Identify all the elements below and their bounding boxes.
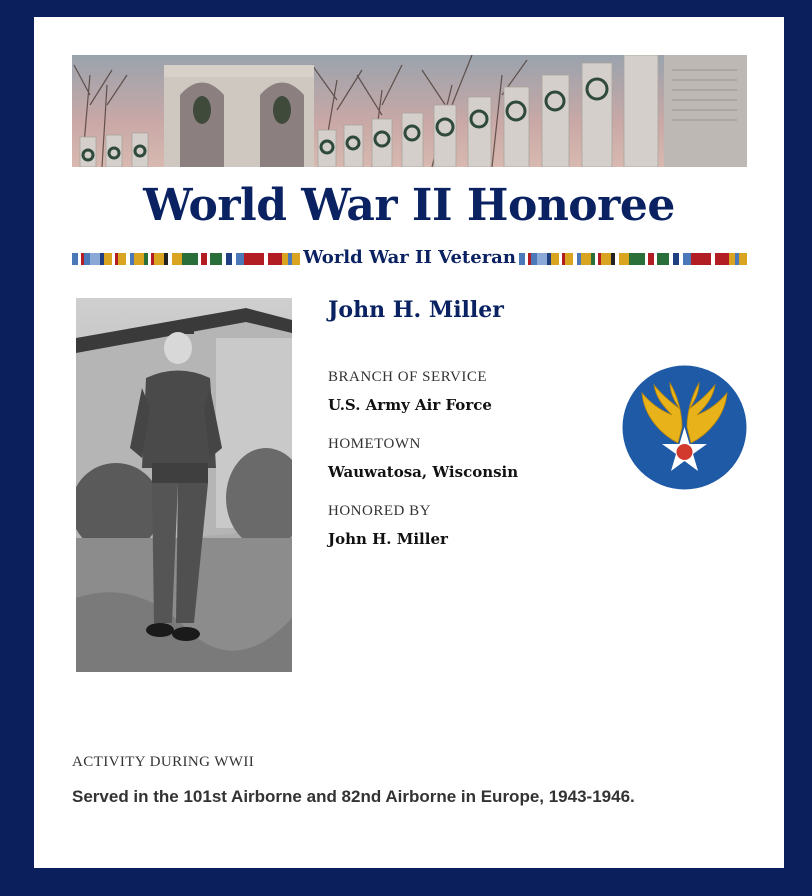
honored-by-label: HONORED BY: [328, 503, 431, 519]
activity-text: Served in the 101st Airborne and 82nd Airborne in Europe, 1943-1946.: [72, 787, 635, 806]
veteran-photo: [76, 298, 292, 672]
hometown-label: HOMETOWN: [328, 436, 421, 452]
branch-label: BRANCH OF SERVICE: [328, 369, 487, 385]
ribbon-divider: [72, 246, 747, 270]
activity-label: ACTIVITY DURING WWII: [72, 754, 255, 770]
honoree-name: John H. Miller: [328, 297, 504, 323]
honoree-card: [34, 17, 784, 868]
page-subtitle: World War II Veteran: [303, 247, 516, 268]
page-title: World War II Honoree: [143, 180, 675, 231]
memorial-banner-image: [72, 55, 747, 167]
honored-by-value: John H. Miller: [328, 530, 448, 548]
service-ribbon-right-icon: [519, 253, 747, 265]
hometown-value: Wauwatosa, Wisconsin: [328, 463, 519, 481]
branch-value: U.S. Army Air Force: [328, 396, 492, 414]
army-air-forces-star-wings-icon: [622, 365, 747, 490]
service-ribbon-left-icon: [72, 253, 300, 265]
